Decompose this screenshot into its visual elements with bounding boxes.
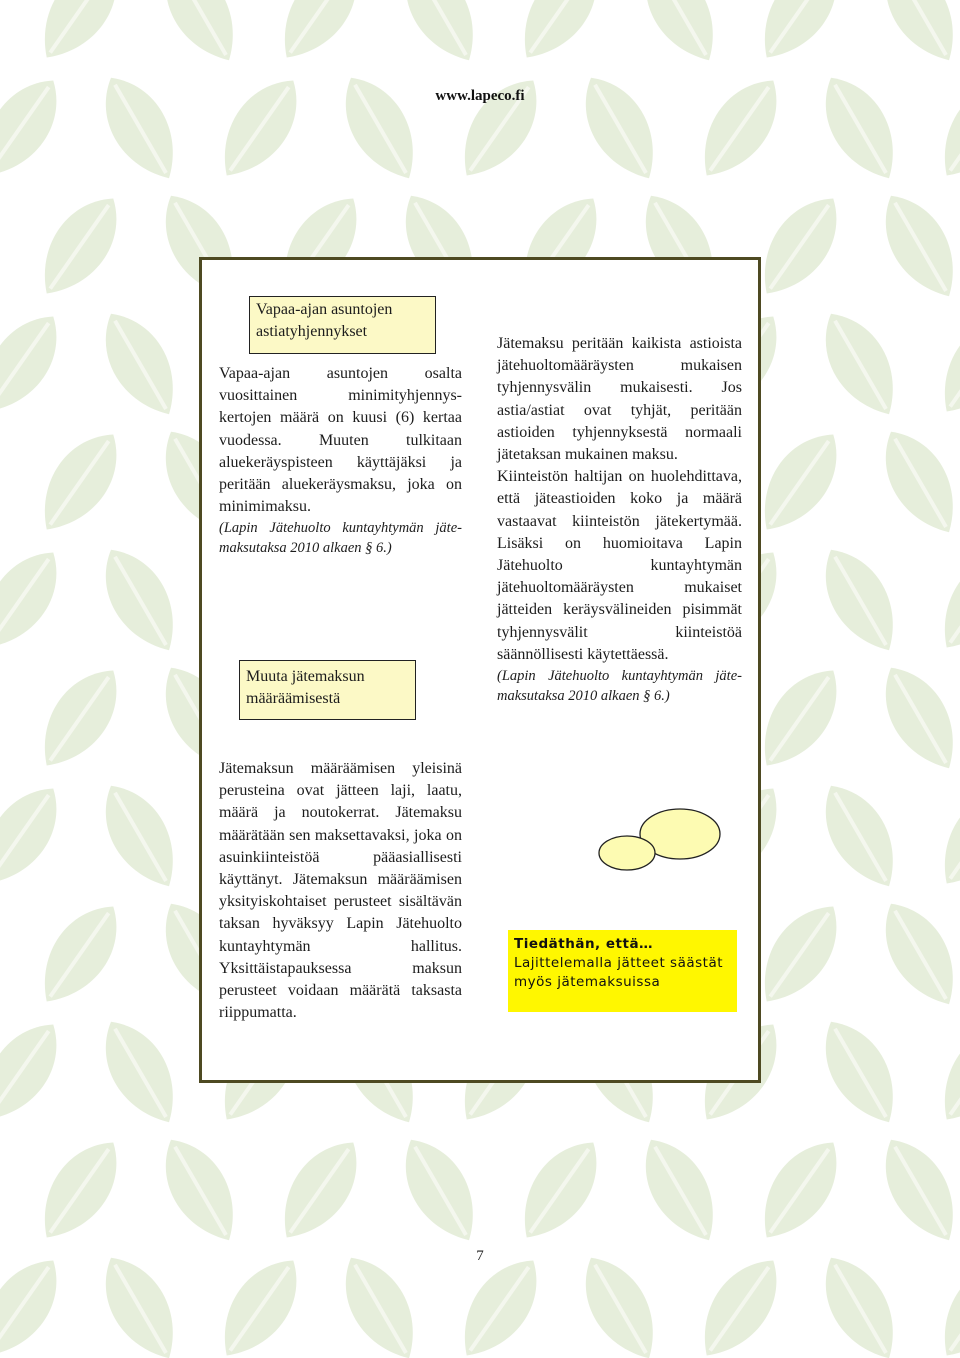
left-column-top	[219, 363, 462, 558]
leaf-shape	[745, 0, 856, 73]
leaf-shape	[745, 655, 856, 781]
leaf-shape	[148, 1126, 253, 1253]
website-url[interactable]: www.lapeco.fi	[435, 88, 525, 104]
leaf-shape	[0, 1126, 12, 1253]
leaf-shape	[868, 182, 960, 309]
leaf-shape	[0, 1009, 75, 1135]
leaf-shape	[808, 772, 913, 899]
leaf-shape	[745, 419, 856, 545]
leaf-shape	[265, 0, 376, 73]
leaf-shape	[0, 654, 12, 781]
leaf-shape	[328, 64, 433, 191]
note-text: Lajittelemalla jätteet säästät myös jätemaksuissa	[514, 955, 724, 990]
leaf-shape	[25, 891, 136, 1017]
leaf-shape	[808, 536, 913, 663]
citation-left: (Lapin Jätehuolto kuntayhtymän jätemaksutaksa 2010 alkaen § 6.)	[219, 520, 462, 557]
leaf-shape	[925, 65, 960, 191]
note-title: Tiedäthän, että…	[514, 936, 654, 952]
leaf-shape	[568, 64, 673, 191]
leaf-shape	[0, 65, 75, 191]
leaf-shape	[868, 654, 960, 781]
heading-vapaa-ajan: Vapaa-ajan asuntojen astiatyhjennykset	[249, 296, 436, 354]
leaf-shape	[205, 65, 316, 191]
leaf-shape	[868, 890, 960, 1017]
leaf-shape	[88, 772, 193, 899]
leaf-shape	[0, 182, 12, 309]
leaf-shape	[0, 890, 12, 1017]
leaf-shape	[808, 64, 913, 191]
leaf-shape	[745, 183, 856, 309]
leaf-shape	[388, 0, 493, 74]
leaf-shape	[808, 300, 913, 427]
leaf-shape	[628, 1126, 733, 1253]
leaf-shape	[925, 773, 960, 899]
leaf-shape	[88, 300, 193, 427]
leaf-shape	[868, 1126, 960, 1253]
leaf-shape	[25, 419, 136, 545]
did-you-know-note	[508, 930, 737, 1012]
leaf-shape	[25, 0, 136, 73]
leaf-shape	[0, 537, 75, 663]
paragraph-jatemaksun-maaraaminen: Jätemaksun määräämisen yleisinä perusteina ovat jätteen laji, laatu, määrä ja noutokerrat. Jätemaksu määrätään sen maksettavaksi, joka on asuinkiinteistöä pääasiallisesti käyttänyt. Jätemaksun määräämisen yksityiskohtaiset perusteet sisältävän taksan hyväksyy Lapin Jätehuolto kuntayhtymän hallitus. Yksittäistapauksessa maksun perusteet voidaan määrätä taksasta riippumatta.	[219, 760, 462, 1022]
paragraph-vapaa-ajan: Vapaa-ajan asuntojen osalta vuosittainen minimityhjennyskertojen määrä on kuusi (6) kertaa vuodessa. Muuten tulkitaan aluekeräyspisteen käyttäjäksi ja peritään aluekeräysmaksu, joka on minimimaksu.	[219, 365, 462, 516]
leaf-shape	[745, 891, 856, 1017]
leaf-shape	[88, 64, 193, 191]
page-number: 7	[476, 1248, 484, 1264]
leaf-shape	[685, 65, 796, 191]
leaf-shape	[868, 0, 960, 74]
leaf-shape	[0, 301, 75, 427]
leaf-shape	[25, 1127, 136, 1253]
paragraph-jatemaksu-peritaan: Jätemaksu peritään kaikista astioista jätehuoltomääräysten mukaisen tyhjennysvälin mukaisesti. Jos astia/astiat ovat tyhjät, peritään astioiden tyhjennyksestä normaali jätetaksan mukainen maksu.	[497, 335, 742, 464]
leaf-shape	[445, 65, 556, 191]
paragraph-kiinteiston-haltija: Kiinteistön haltijan on huolehdittava, että jäteastioiden koko ja määrä vastaavat kiinteistön jätekertymää. Lisäksi on huomioitava Lapin Jätehuolto kuntayhtymän jätehuoltomääräysten mukaiset jätteiden keräysvälineiden pisimmät tyhjennysvälit kiinteistöä säännöllisesti käytettäessä.	[497, 468, 742, 663]
leaf-shape	[0, 418, 12, 545]
leaf-shape	[925, 301, 960, 427]
leaf-shape	[868, 418, 960, 545]
leaf-shape	[265, 1127, 376, 1253]
leaf-shape	[388, 1126, 493, 1253]
leaf-shape	[925, 1009, 960, 1135]
leaf-shape	[25, 655, 136, 781]
leaf-shape	[0, 0, 12, 74]
leaf-shape	[505, 0, 616, 73]
oval-small	[599, 836, 655, 870]
leaf-shape	[745, 1127, 856, 1253]
leaf-shape	[808, 1008, 913, 1135]
leaf-shape	[25, 183, 136, 309]
left-column-bottom	[219, 758, 462, 1024]
leaf-shape	[925, 537, 960, 663]
leaf-shape	[0, 773, 75, 899]
leaf-shape	[148, 0, 253, 74]
heading-muuta-jatemaksun: Muuta jätemaksun määräämisestä	[239, 660, 416, 720]
leaf-shape	[505, 1127, 616, 1253]
decorative-ovals	[597, 806, 722, 872]
citation-right: (Lapin Jätehuolto kuntayhtymän jätemaksutaksa 2010 alkaen § 6.)	[497, 668, 742, 705]
leaf-shape	[88, 1008, 193, 1135]
leaf-shape	[628, 0, 733, 74]
right-column	[497, 333, 742, 706]
leaf-shape	[88, 536, 193, 663]
